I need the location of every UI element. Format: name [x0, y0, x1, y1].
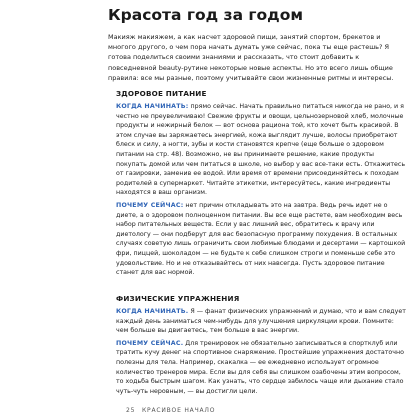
paragraph-text: нет причин откладывать это на завтра. Ведь речь идет не о диете, а о здоровом полноценном питании. Вы все еще растете, вам необходим весь набор питательных веществ. Если у вас лишний вес, обратитесь к врачу или диетологу — они подберут для вас безопасную программу похудения. В остальных случаях советую лишь ограничить свои любимые блюдами и десертами — картошкой фри, пиццей, шоколадом — не будьте к себе слишком строги и поменьше себе это удовольствие. Но и не отказывайтесь от них навсегда. Пусть здоровое питание станет для вас нормой.: [116, 201, 406, 277]
paragraph-lead: ПОЧЕМУ СЕЙЧАС.: [116, 339, 184, 347]
section-heading: ЗДОРОВОЕ ПИТАНИЕ: [116, 89, 207, 98]
page-title: Красота год за годом: [108, 6, 304, 24]
paragraph-text: Я — фанат физических упражнений и думаю, что и вам следует каждый день заниматься чем-нибудь для улучшения циркуляции крови. Помните: чем больше вы двигаетесь, тем больше в вас энергии.: [116, 308, 406, 335]
paragraph-lead: КОГДА НАЧИНАТЬ.: [116, 308, 189, 315]
section-nutrition: [116, 89, 406, 281]
paragraph-when-to-start: [116, 307, 406, 336]
paragraph-when-to-start: [116, 102, 406, 198]
section-heading: ФИЗИЧЕСКИЕ УПРАЖНЕНИЯ: [116, 294, 240, 303]
page-number: 25: [126, 407, 136, 414]
paragraph-text: Для тренировок не обязательно записываться в спортклуб или тратить кучу денег на спортивное снаряжение. Простейшие упражнения достаточно полезны для тела. Например, скакалка — ее ежедневно использует огромное количество тренеров мира. Если вы для себя вы слишком озабочены этим вопросом, то ходьба быстрым шагом. Как узнать, что сердце забилось чаще или дыхание стало чуть-чуть неровным, — вы достигли цели.: [116, 339, 404, 395]
section-exercise: [116, 294, 406, 399]
paragraph-text: прямо сейчас. Начать правильно питаться никогда не рано, и я честно не преувеличиваю! Свежие фрукты и овощи, цельнозерновой хлеб, молочные продукты и нежирный белок — вот основа рациона той, кто хочет быть красивой. В этом случае вы заряжаетесь энергией, кожа выглядит лучше, волосы приобретают блеск и силу, а ногти, зубы и кости становятся крепче (еще больше о здоровом питании на стр. 48). Возможно, не вы принимаете решение, какие продукты покупать домой или чем питаться в школе, но выбор у вас все-таки есть. Откажитесь от газировки, заменив ее водой. Или время от времени присоединяйтесь к походам родителей в супермаркет. Читайте этикетки, интересуйтесь, какие ингредиенты находятся в ваш организм.: [116, 103, 406, 197]
paragraph-lead: КОГДА НАЧИНАТЬ:: [116, 103, 189, 110]
paragraph-why-now: [116, 201, 406, 278]
intro-paragraph: Макияж макияжем, а как насчет здоровой пищи, занятий спортом, брекетов и многого другого, о чем пора начать думать уже сейчас, пока ты еще растешь? Я готова поделиться своими знаниями и рассказать, что стоит добавить к повседневной beauty-рутине некоторые новые аспекты. Но это всего лишь общие правила: все мы разные, поэтому учитывайте свои жизненные ритмы и интересы.: [108, 33, 394, 82]
paragraph-why-now: [116, 339, 406, 397]
chapter-title: КРАСИВОЕ НАЧАЛО: [141, 407, 216, 414]
page-footer: [126, 407, 219, 414]
paragraph-lead: ПОЧЕМУ СЕЙЧАС:: [116, 201, 184, 209]
